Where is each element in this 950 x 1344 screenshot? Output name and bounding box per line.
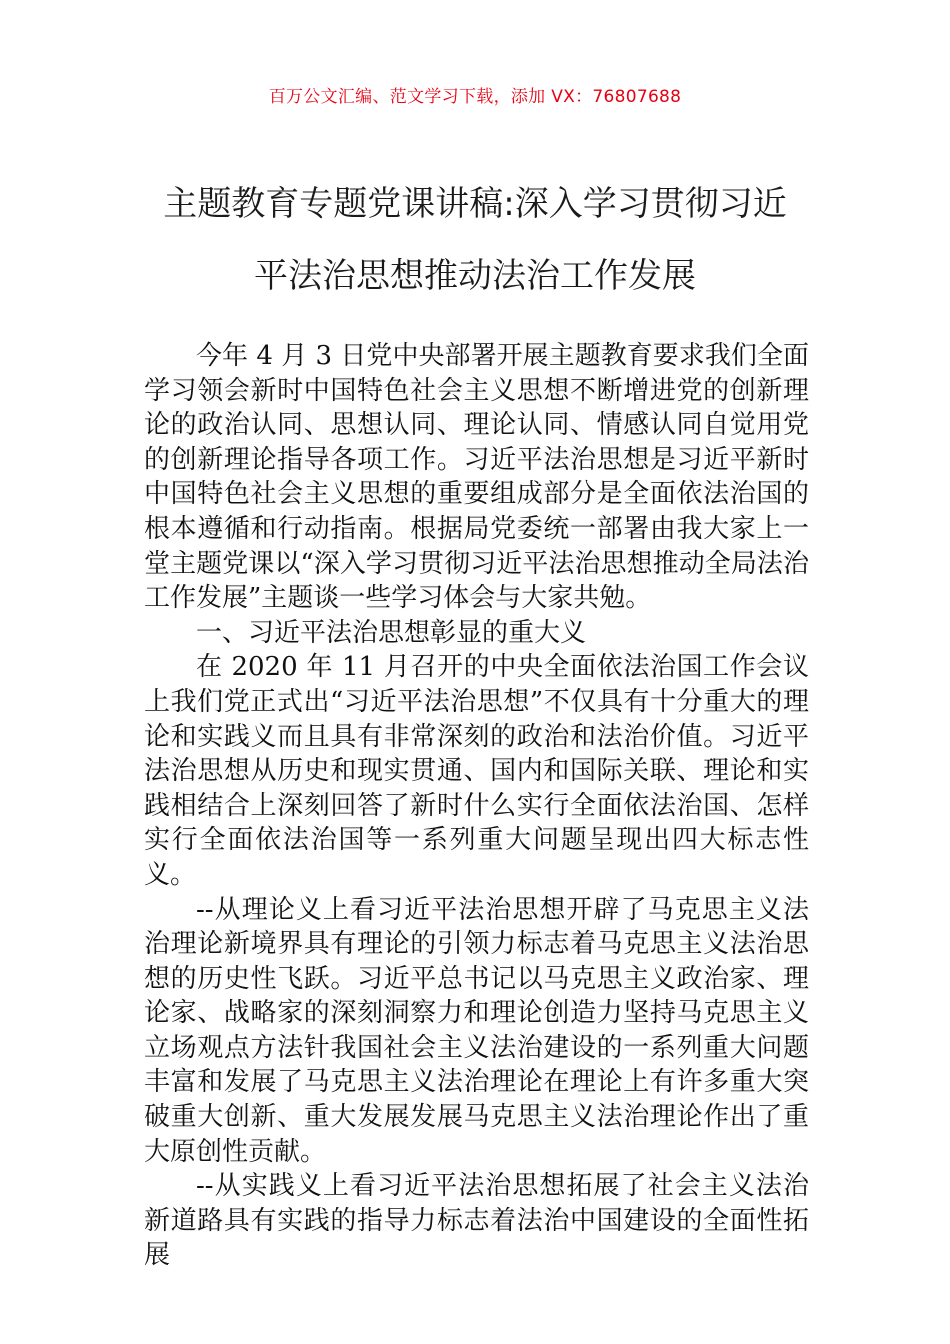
body-paragraph-meeting: 在 2020 年 11 月召开的中央全面依法治国工作会议上我们党正式出“习近平法治思想”不仅具有十分重大的理论和实践义而且具有非常深刻的政治和法治价值。习近平法治思想从历史和现实贯通、国内和国际关联、理论和实践相结合上深刻回答了新时什么实行全面依法治国、怎样实行全面依法治国等一系列重大问题呈现出四大标志性义。 (144, 652, 809, 890)
section-heading-1: 一、习近平法治思想彰显的重大义 (196, 617, 587, 648)
body-paragraph-intro: 今年 4 月 3 日党中央部署开展主题教育要求我们全面学习领会新时中国特色社会主义思想不断增进党的创新理论的政治认同、思想认同、理论认同、情感认同自觉用党的创新理论指导各项工作。习近平法治思想是习近平新时中国特色社会主义思想的重要组成部分是全面依法治国的根本遵循和行动指南。根据局党委统一部署由我大家上一堂主题党课以“深入学习贯彻习近平法治思想推动全局法治工作发展”主题谈一些学习体会与大家共勉。 (144, 341, 809, 614)
document-body (144, 339, 809, 1273)
body-paragraph-practice: --从实践义上看习近平法治思想拓展了社会主义法治新道路具有实践的指导力标志着法治中国建设的全面性拓展 (144, 1171, 809, 1271)
body-paragraph-theory: --从理论义上看习近平法治思想开辟了马克思主义法治理论新境界具有理论的引领力标志着马克思主义法治思想的历史性飞跃。习近平总书记以马克思主义政治家、理论家、战略家的深刻洞察力和理论创造力坚持马克思主义立场观点方法针我国社会主义法治建设的一系列重大问题丰富和发展了马克思主义法治理论在理论上有许多重大突破重大创新、重大发展发展马克思主义法治理论作出了重大原创性贡献。 (144, 894, 809, 1167)
title-line-1: 主题教育专题党课讲稿:深入学习贯彻习近 (163, 184, 787, 224)
title-line-2: 平法治思想推动法治工作发展 (254, 256, 696, 296)
watermark-text: 百万公文汇编、范文学习下载，添加 VX：76807688 (268, 87, 682, 107)
document-title (120, 168, 830, 312)
